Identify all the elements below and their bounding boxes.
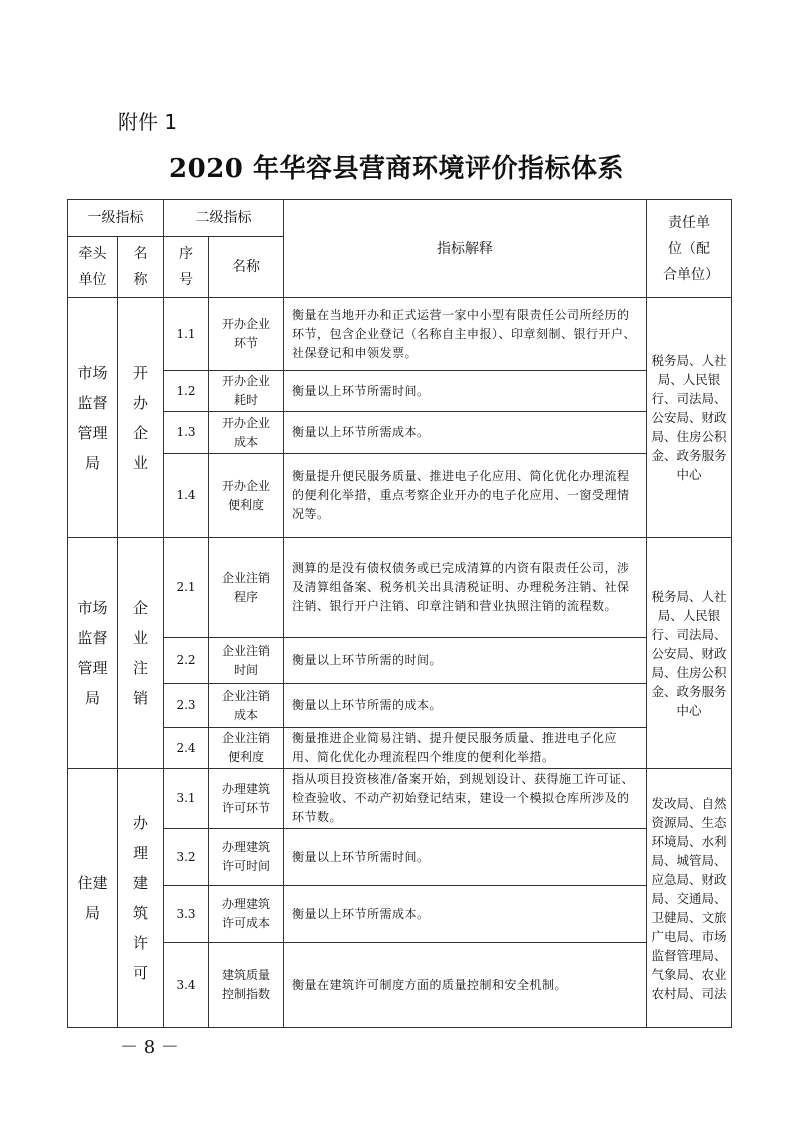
seq: 1.2 (164, 371, 209, 412)
page-title: 2020 年华容县营商环境评价指标体系 (169, 154, 624, 184)
explanation: 测算的是没有债权债务或已完成清算的内资有限责任公司，涉及清算组备案、税务机关出具清税证明、办理税务注销、社保注销、银行开户注销、印章注销和营业执照注销的流程数。 (284, 538, 647, 638)
responsible-units: 税务局、人社局、人民银行、司法局、公安局、财政局、住房公积金、政务服务中心 (647, 298, 732, 538)
level1-name: 办理建筑许可 (118, 769, 164, 1028)
explanation: 衡量以上环节所需的时间。 (284, 638, 647, 684)
table-row (68, 829, 732, 886)
seq: 1.4 (164, 454, 209, 538)
explanation: 衡量在当地开办和正式运营一家中小型有限责任公司所经历的环节，包含企业登记（名称自主申报）、印章刻制、银行开户、社保登记和申领发票。 (284, 298, 647, 371)
responsible-units: 发改局、自然资源局、生态环境局、水利局、城管局、应急局、财政局、交通局、卫健局、文旅广电局、市场监督管理局、气象局、农业农村局、司法 (647, 769, 732, 1028)
explanation: 衡量以上环节所需时间。 (284, 829, 647, 886)
table-row (68, 728, 732, 769)
header-level2: 二级指标 (164, 200, 284, 237)
lead-unit: 住建局 (68, 769, 118, 1028)
table-row (68, 538, 732, 638)
table-row (68, 412, 732, 454)
level2-name: 开办企业耗时 (209, 371, 284, 412)
table-row (68, 886, 732, 943)
header-lead-unit: 牵头单位 (68, 237, 118, 298)
header-level2-name: 名称 (209, 237, 284, 298)
seq: 2.1 (164, 538, 209, 638)
level2-name: 办理建筑许可成本 (209, 886, 284, 943)
explanation: 衡量提升便民服务质量、推进电子化应用、简化优化办理流程的便利化举措，重点考察企业开办的电子化应用、一窗受理情况等。 (284, 454, 647, 538)
table-row (68, 769, 732, 829)
seq: 3.1 (164, 769, 209, 829)
header-responsible: 责任单位（配合单位） (647, 200, 732, 298)
table-row (68, 684, 732, 728)
explanation: 衡量在建筑许可制度方面的质量控制和安全机制。 (284, 943, 647, 1028)
table-row (68, 454, 732, 538)
table-row (68, 298, 732, 371)
level2-name: 开办企业便利度 (209, 454, 284, 538)
level1-name: 企业注销 (118, 538, 164, 769)
seq: 2.3 (164, 684, 209, 728)
level2-name: 企业注销便利度 (209, 728, 284, 769)
attachment-label: 附件 1 (118, 110, 178, 134)
level2-name: 办理建筑许可环节 (209, 769, 284, 829)
seq: 3.3 (164, 886, 209, 943)
level2-name: 开办企业成本 (209, 412, 284, 454)
header-level1-name: 名称 (118, 237, 164, 298)
lead-unit: 市场监督管理局 (68, 538, 118, 769)
seq: 3.4 (164, 943, 209, 1028)
explanation: 衡量以上环节所需的成本。 (284, 684, 647, 728)
seq: 1.1 (164, 298, 209, 371)
level2-name: 企业注销成本 (209, 684, 284, 728)
level2-name: 开办企业环节 (209, 298, 284, 371)
header-seq: 序号 (164, 237, 209, 298)
seq: 1.3 (164, 412, 209, 454)
level1-name: 开办企业 (118, 298, 164, 538)
seq: 2.4 (164, 728, 209, 769)
table-row (68, 638, 732, 684)
level2-name: 企业注销时间 (209, 638, 284, 684)
explanation: 衡量以上环节所需成本。 (284, 886, 647, 943)
level2-name: 建筑质量控制指数 (209, 943, 284, 1028)
explanation: 衡量推进企业简易注销、提升便民服务质量、推进电子化应用、简化优化办理流程四个维度的便利化举措。 (284, 728, 647, 769)
header-level1: 一级指标 (68, 200, 164, 237)
seq: 3.2 (164, 829, 209, 886)
table-row (68, 943, 732, 1028)
explanation: 衡量以上环节所需成本。 (284, 412, 647, 454)
table-row (68, 371, 732, 412)
indicator-table (67, 199, 732, 1028)
lead-unit: 市场监督管理局 (68, 298, 118, 538)
explanation: 衡量以上环节所需时间。 (284, 371, 647, 412)
seq: 2.2 (164, 638, 209, 684)
responsible-units: 税务局、人社局、人民银行、司法局、公安局、财政局、住房公积金、政务服务中心 (647, 538, 732, 769)
level2-name: 办理建筑许可时间 (209, 829, 284, 886)
page-number: － 8 － (120, 1037, 179, 1058)
level2-name: 企业注销程序 (209, 538, 284, 638)
header-explanation: 指标解释 (284, 200, 647, 298)
explanation: 指从项目投资核准/备案开始，到规划设计、获得施工许可证、检查验收、不动产初始登记结束，建设一个模拟仓库所涉及的环节数。 (284, 769, 647, 829)
